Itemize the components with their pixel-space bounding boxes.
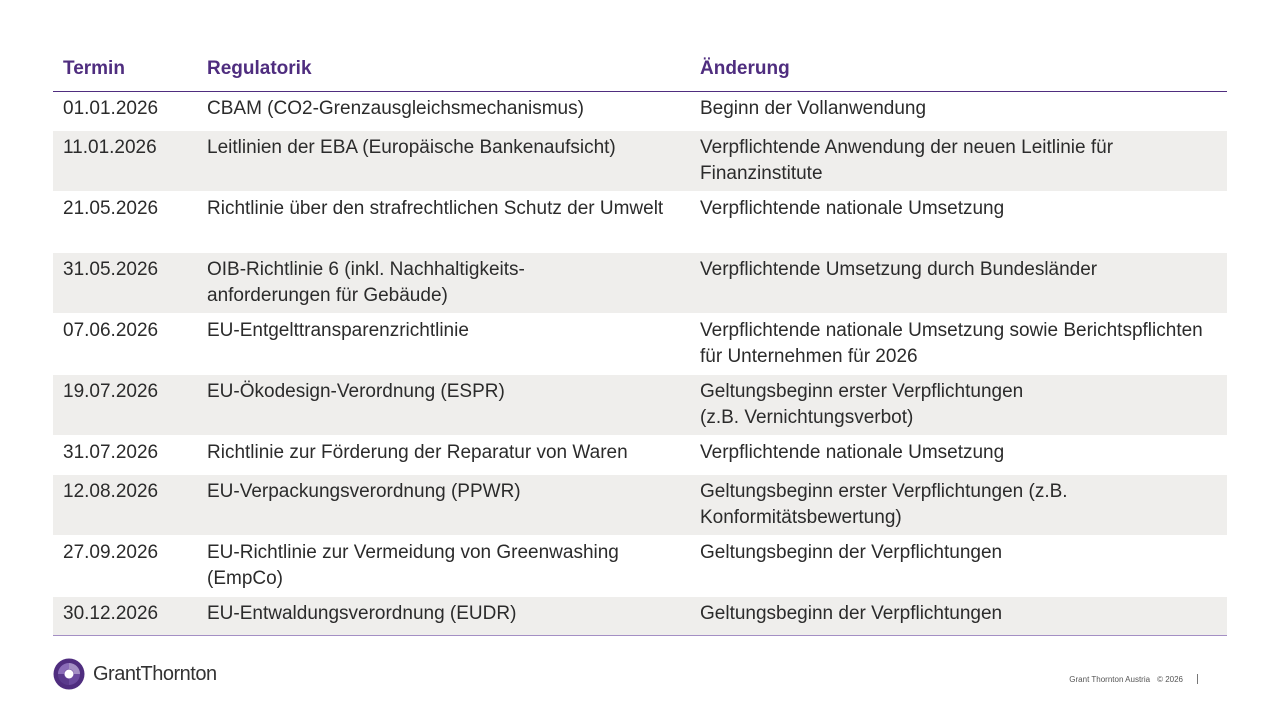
row-regulation: EU-Verpackungsverordnung (PPWR) <box>197 475 690 536</box>
footer-divider <box>1197 674 1198 684</box>
row-change: Verpflichtende Umsetzung durch Bundesländer <box>690 253 1227 314</box>
row-regulation: EU-Entgelttransparenzrichtlinie <box>197 314 690 375</box>
row-date: 12.08.2026 <box>53 475 197 536</box>
table-row <box>53 92 1227 131</box>
row-date: 31.07.2026 <box>53 436 197 475</box>
row-change: Geltungsbeginn erster Verpflichtungen (z.B. Konformitätsbewertung) <box>690 475 1227 536</box>
table-row <box>53 536 1227 597</box>
logo-text: GrantThornton <box>93 662 217 685</box>
row-change: Verpflichtende nationale Umsetzung sowie Berichtspflichten für Unternehmen für 2026 <box>690 314 1227 375</box>
row-regulation: EU-Entwaldungsverordnung (EUDR) <box>197 597 690 636</box>
row-regulation: EU-Ökodesign-Verordnung (ESPR) <box>197 375 690 436</box>
row-change: Geltungsbeginn der Verpflichtungen <box>690 597 1227 636</box>
row-date: 19.07.2026 <box>53 375 197 436</box>
header-termin: Termin <box>53 50 197 92</box>
row-regulation: EU-Richtlinie zur Vermeidung von Greenwashing (EmpCo) <box>197 536 690 597</box>
row-regulation: Leitlinien der EBA (Europäische Bankenaufsicht) <box>197 131 690 192</box>
row-change: Beginn der Vollanwendung <box>690 92 1227 131</box>
row-date: 21.05.2026 <box>53 192 197 253</box>
row-change: Verpflichtende nationale Umsetzung <box>690 436 1227 475</box>
header-regulatorik: Regulatorik <box>197 50 690 92</box>
table-row <box>53 253 1227 314</box>
row-date: 01.01.2026 <box>53 92 197 131</box>
grant-thornton-logo <box>53 657 217 691</box>
table-row <box>53 436 1227 475</box>
table-row <box>53 314 1227 375</box>
footer-company: Grant Thornton Austria <box>1069 674 1151 684</box>
table-row <box>53 192 1227 253</box>
row-change: Verpflichtende nationale Umsetzung <box>690 192 1227 253</box>
grant-thornton-logo-icon <box>53 658 85 690</box>
row-date: 27.09.2026 <box>53 536 197 597</box>
table-row <box>53 375 1227 436</box>
header-aenderung: Änderung <box>690 50 1227 92</box>
row-change: Geltungsbeginn der Verpflichtungen <box>690 536 1227 597</box>
footer-copyright: © 2026 <box>1157 674 1183 684</box>
table-row <box>53 131 1227 192</box>
table-row <box>53 475 1227 536</box>
row-regulation: Richtlinie über den strafrechtlichen Schutz der Umwelt <box>197 192 690 253</box>
row-change: Verpflichtende Anwendung der neuen Leitlinie für Finanzinstitute <box>690 131 1227 192</box>
row-regulation: CBAM (CO2-Grenzausgleichsmechanismus) <box>197 92 690 131</box>
row-regulation: OIB-Richtlinie 6 (inkl. Nachhaltigkeits- anforderungen für Gebäude) <box>197 253 690 314</box>
row-regulation: Richtlinie zur Förderung der Reparatur von Waren <box>197 436 690 475</box>
table-row <box>53 597 1227 636</box>
row-date: 31.05.2026 <box>53 253 197 314</box>
table-header-row <box>53 50 1227 92</box>
row-change: Geltungsbeginn erster Verpflichtungen (z.B. Vernichtungsverbot) <box>690 375 1227 436</box>
row-date: 07.06.2026 <box>53 314 197 375</box>
regulation-table <box>53 50 1227 636</box>
footer <box>1069 674 1198 684</box>
row-date: 30.12.2026 <box>53 597 197 636</box>
row-date: 11.01.2026 <box>53 131 197 192</box>
